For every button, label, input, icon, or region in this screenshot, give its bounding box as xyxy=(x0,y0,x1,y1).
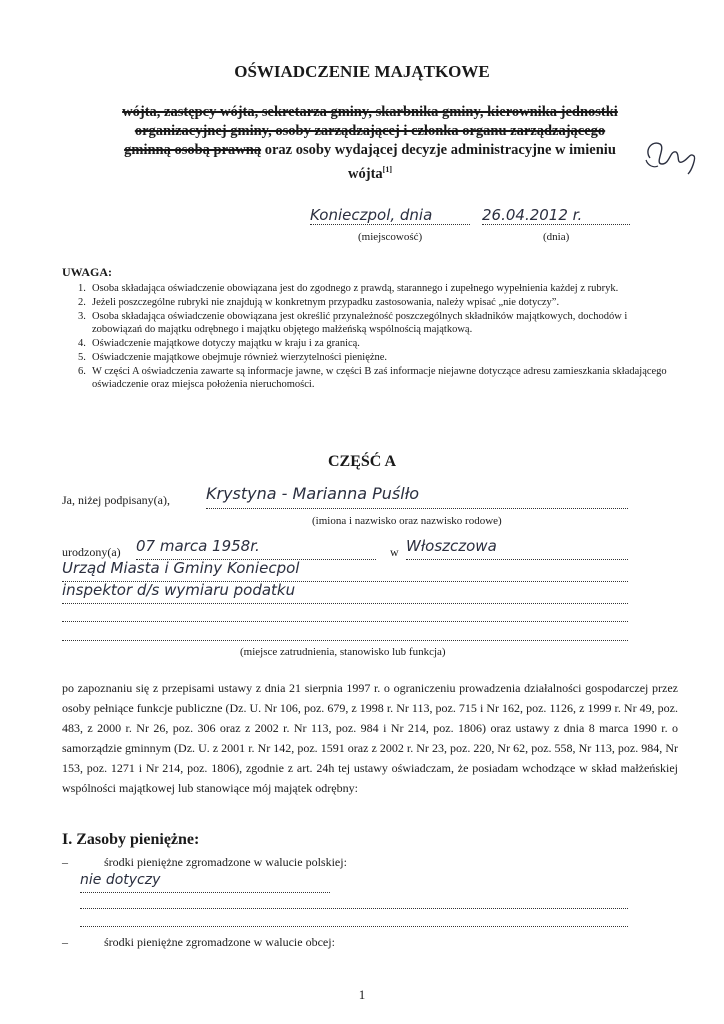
uwaga-item-text: W części A oświadczenia zawarte są informacje jawne, w części B zaś informacje niejawne dotyczące adresu zamieszkania składającego oświadczenie oraz miejsca położenia nieruchomości. xyxy=(92,366,667,390)
section-1-item-1-label: środki pieniężne zgromadzone w walucie polskiej: xyxy=(104,855,347,869)
uwaga-item-text: Osoba składająca oświadczenie obowiązana jest określić przynależność poszczególnych składników majątkowych, dochodów i zobowiązań do majątku odrębnego i majątku objętego małżeńską wspólnością majątkową. xyxy=(92,311,628,335)
uwaga-list xyxy=(78,282,672,392)
born-label: urodzony(a) xyxy=(62,545,121,559)
section-1-item-2-dash: – xyxy=(62,935,68,949)
section-1-heading: I. Zasoby pieniężne: xyxy=(62,831,200,848)
uwaga-item-number: 4. xyxy=(78,338,86,349)
header-line-3-rest: oraz osoby wydającej decyzje administracyjne w imieniu xyxy=(264,142,616,158)
name-caption: (imiona i nazwisko oraz nazwisko rodowe) xyxy=(312,515,502,527)
uwaga-item xyxy=(78,337,672,350)
header-line-3 xyxy=(40,141,700,160)
footnote-marker: [1] xyxy=(382,165,392,174)
place-caption: (miejscowość) xyxy=(358,231,423,243)
signed-name-value: Krystyna - Marianna Puślło xyxy=(206,484,628,509)
section-1-item-2-label: środki pieniężne zgromadzone w walucie obcej: xyxy=(104,935,335,949)
header-line-2-strike: organizacyjnej gminy, osoby zarządzającej i członka organu zarządzającego xyxy=(134,123,606,139)
uwaga-item-number: 2. xyxy=(78,297,86,308)
section-1-item-1-dash: – xyxy=(62,855,68,869)
uwaga-item xyxy=(78,365,672,391)
uwaga-item-number: 5. xyxy=(78,352,86,363)
date-value: 26.04.2012 r. xyxy=(482,206,630,225)
section-1-blank-line xyxy=(80,894,628,909)
header-line-1-strike: wójta, zastępcy wójta, sekretarza gminy, skarbnika gminy, kierownika jednostki xyxy=(122,104,618,120)
header-line-4-text: wójta xyxy=(348,165,383,182)
employment-line-4 xyxy=(62,622,628,641)
born-in-label: w xyxy=(390,545,399,559)
place-date-row xyxy=(310,206,650,228)
employment-line-3 xyxy=(62,603,628,622)
date-caption: (dnia) xyxy=(543,231,570,243)
born-date-value: 07 marca 1958r. xyxy=(136,537,376,560)
uwaga-heading: UWAGA: xyxy=(62,265,112,279)
uwaga-item xyxy=(78,310,672,336)
header-line-1 xyxy=(40,103,700,122)
section-1-blank-line xyxy=(80,912,628,927)
uwaga-item-number: 1. xyxy=(78,283,86,294)
place-value: Konieczpol, dnia xyxy=(310,206,470,225)
header-line-3-strike: gminną osobą prawną xyxy=(124,142,262,158)
header-line-4 xyxy=(40,160,700,184)
initials-paraph xyxy=(640,130,704,178)
uwaga-item-number: 3. xyxy=(78,311,86,322)
signed-label: Ja, niżej podpisany(a), xyxy=(62,493,170,507)
employment-caption: (miejsce zatrudnienia, stanowisko lub funkcja) xyxy=(240,646,446,658)
page-number: 1 xyxy=(358,987,366,1002)
uwaga-item-text: Oświadczenie majątkowe obejmuje również wierzytelności pieniężne. xyxy=(92,352,388,363)
part-a-heading: CZĘŚĆ A xyxy=(327,453,397,470)
employment-line-1: Urząd Miasta i Gminy Koniecpol xyxy=(62,559,628,582)
uwaga-item-text: Jeżeli poszczególne rubryki nie znajdują w konkretnym przypadku zastosowania, należy wpisać „nie dotyczy”. xyxy=(92,297,560,308)
statement-paragraph: po zapoznaniu się z przepisami ustawy z dnia 21 sierpnia 1997 r. o ograniczeniu prowadzenia działalności gospodarczej przez osoby pełniące funkcje publiczne (Dz. U. Nr 106, poz. 679, z 1998 r. Nr 113, poz. 715 i Nr 162, poz. 1126, z 1999 r. Nr 49, poz. 483, z 2000 r. Nr 26, poz. 306 oraz z 2002 r. Nr 113, poz. 984 i Nr 214, poz. 1806) oraz ustawy z dnia 8 marca 1990 r. o samorządzie gminnym (Dz. U. z 2001 r. Nr 142, poz. 1591 oraz z 2002 r. Nr 23, poz. 220, Nr 62, poz. 558, Nr 113, poz. 984, Nr 153, poz. 1271 i Nr 214, poz. 1806), zgodnie z art. 24h tej ustawy oświadczam, że posiadam wchodzące w skład małżeńskiej wspólności majątkowej lub stanowiące mój majątek odrębny: xyxy=(62,681,678,795)
born-place-value: Włoszczowa xyxy=(406,537,628,560)
document-title: OŚWIADCZENIE MAJĄTKOWE xyxy=(234,62,490,81)
uwaga-item-text: Osoba składająca oświadczenie obowiązana jest do zgodnego z prawdą, starannego i zupełnego wypełnienia każdej z rubryk. xyxy=(92,283,619,294)
uwaga-item xyxy=(78,282,672,295)
uwaga-item-number: 6. xyxy=(78,366,86,377)
section-1-item-1-value: nie dotyczy xyxy=(80,872,330,893)
employment-line-2: inspektor d/s wymiaru podatku xyxy=(62,581,628,604)
uwaga-item xyxy=(78,351,672,364)
uwaga-item-text: Oświadczenie majątkowe dotyczy majątku w kraju i za granicą. xyxy=(92,338,360,349)
header-line-2 xyxy=(40,122,700,141)
uwaga-item xyxy=(78,296,672,309)
